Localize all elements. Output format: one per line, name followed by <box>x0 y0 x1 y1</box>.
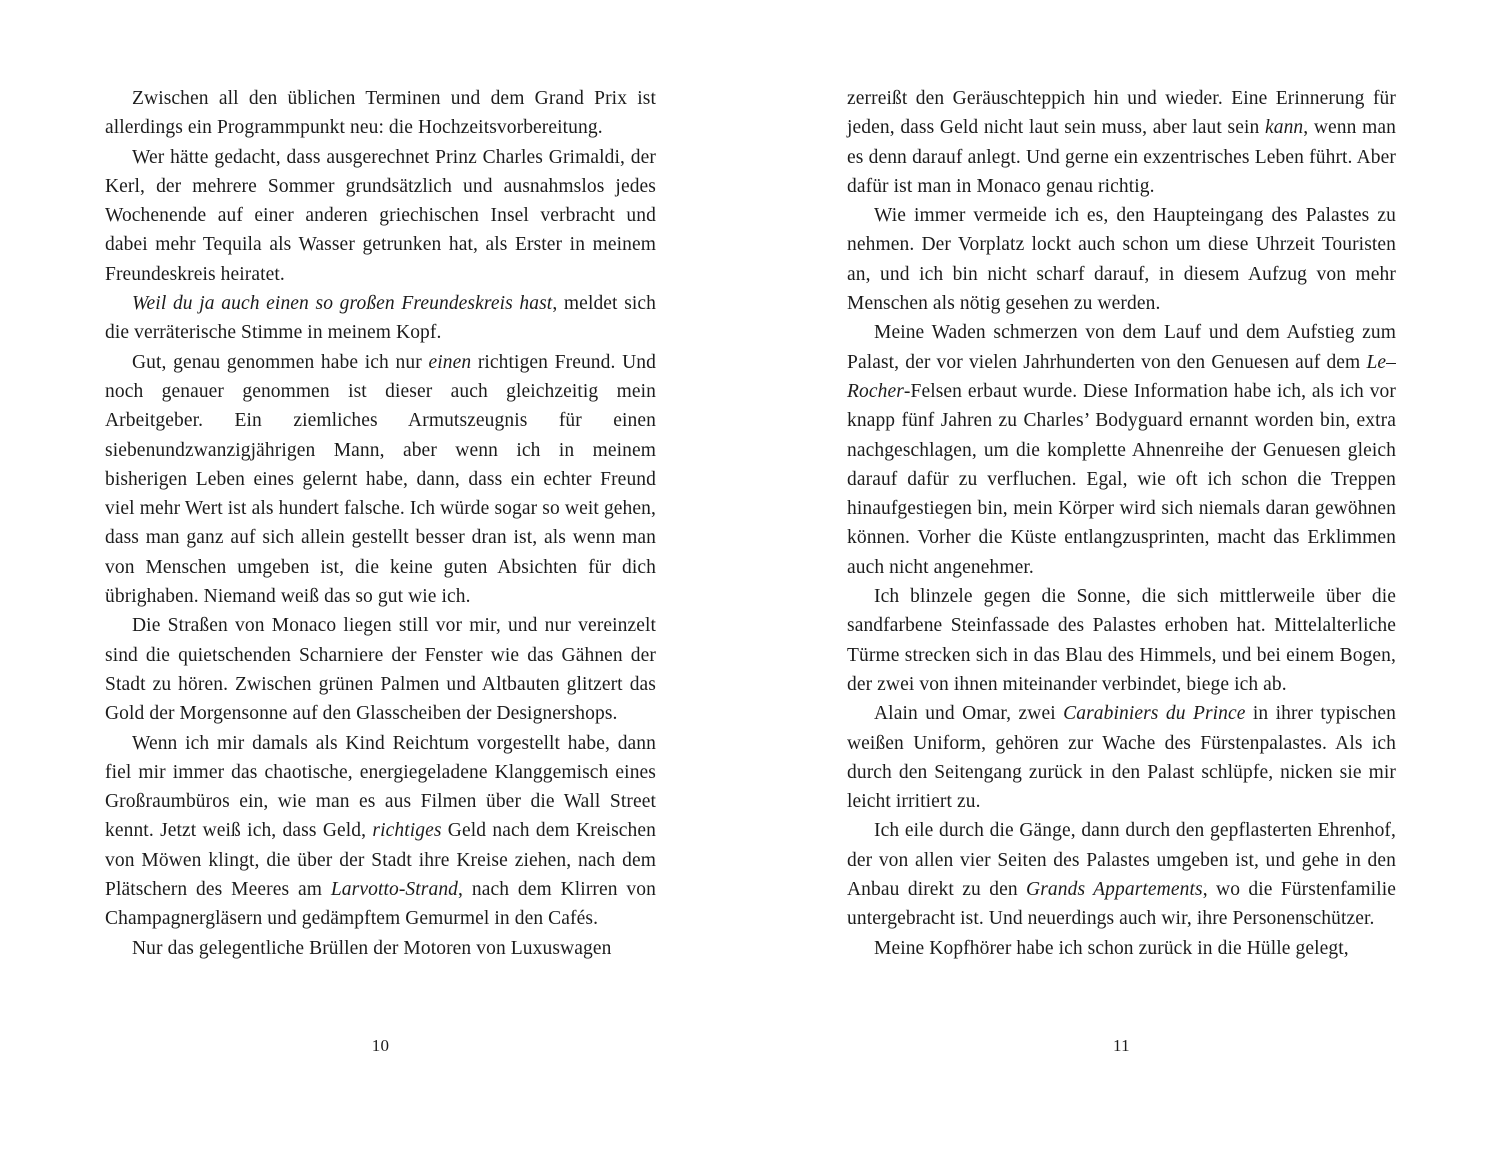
page-right-number: 11 <box>1113 1036 1130 1055</box>
italic-text-run: Weil du ja auch einen so großen Freundeskreis hast <box>132 293 553 315</box>
body-text-run: , wo die Fürstenfamilie untergebracht ist. Und neuerdings auch wir, ihre Personenschützer. <box>847 879 1396 930</box>
body-text-run: zerreißt den Geräuschteppich hin und wieder. Eine Erinnerung für jeden, dass Geld nicht laut sein muss, aber laut sein <box>847 88 1396 139</box>
body-text-run: , wenn man es denn darauf anlegt. Und gerne ein exzentrisches Leben führt. Aber dafür ist man in Monaco genau richtig. <box>847 117 1396 197</box>
body-text-run: Meine Kopfhörer habe ich schon zurück in die Hülle gelegt, <box>874 937 1349 959</box>
body-text-run: Wenn ich mir damals als Kind Reichtum vorgestellt habe, dann fiel mir immer das chaotische, energiegeladene Klanggemisch eines Großraumbüros ein, wie man es aus Filmen über die Wall Street kennt. Jetzt weiß ich, dass Geld, <box>105 732 656 842</box>
body-text-run: Alain und Omar, zwei <box>874 703 1064 725</box>
body-text-run: Nur das gelegentliche Brüllen der Motoren von Luxuswagen <box>132 937 612 959</box>
paragraph <box>847 934 1396 963</box>
italic-text-run: richtiges <box>372 820 442 842</box>
paragraph <box>105 611 656 728</box>
body-text-run: in ihrer typischen weißen Uniform, gehören zur Wache des Fürstenpalastes. Als ich durch den Seitengang zurück in den Palast schlüpfe, nicken sie mir leicht irritiert zu. <box>847 703 1396 813</box>
paragraph <box>105 348 656 612</box>
paragraph <box>105 934 656 963</box>
body-text-run: -Felsen erbaut wurde. Diese Information habe ich, als ich vor knapp fünf Jahren zu Charles’ Bodyguard ernannt worden bin, extra nachgeschlagen, um die komplette Ahnenreihe der Genuesen gleich darauf dafür zu verfluchen. Egal, wie oft ich schon die Treppen hinaufgestiegen bin, mein Körper wird sich niemals daran gewöhnen können. Vorher die Küste entlangzusprinten, macht das Erklimmen auch nicht angenehmer. <box>847 380 1396 578</box>
body-text-run: Ich eile durch die Gänge, dann durch den gepflasterten Ehrenhof, der von allen vier Seiten des Palastes umgeben ist, und gehe in den Anbau direkt zu den <box>847 820 1396 901</box>
body-text-run: , nach dem Klirren von Champagnergläsern und gedämpftem Gemurmel in den Cafés. <box>105 879 656 930</box>
paragraph <box>847 201 1396 318</box>
page-left-text-block <box>105 84 656 963</box>
page-right <box>750 0 1500 1153</box>
italic-text-run: Larvotto-Strand <box>330 879 459 901</box>
body-text-run: Meine Waden schmerzen von dem Lauf und dem Aufstieg zum Palast, der vor vielen Jahrhunderten von den Genuesen auf dem <box>847 322 1396 373</box>
body-text-run: richtigen Freund. Und noch genauer genommen ist dieser auch gleichzeitig mein Arbeitgeber. Ein ziemliches Armutszeugnis für einen siebenundzwanzigjährigen Mann, aber wenn ich in meinem bisherigen Leben eines gelernt habe, dann, dass ein echter Freund viel mehr Wert ist als hundert falsche. Ich würde sogar so weit gehen, dass man ganz auf sich allein gestellt besser dran ist, als wenn man von Menschen umgeben ist, die keine guten Absichten für dich übrighaben. Niemand weiß das so gut wie ich. <box>105 351 656 608</box>
body-text-run: Wie immer vermeide ich es, den Haupteingang des Palastes zu nehmen. Der Vorplatz lockt auch schon um diese Uhrzeit Touristen an, und ich bin nicht scharf darauf, in diesem Aufzug von mehr Menschen als nötig gesehen zu werden. <box>847 205 1396 315</box>
paragraph <box>105 143 656 289</box>
body-text-run: Wer hätte gedacht, dass ausgerechnet Prinz Charles Grimaldi, der Kerl, der mehrere Sommer grundsätzlich und ausnahmslos jedes Wochenende auf einer anderen griechischen Insel verbracht und dabei mehr Tequila als Wasser getrunken hat, als Erster in meinem Freundeskreis heiratet. <box>105 146 656 285</box>
paragraph <box>847 84 1396 201</box>
paragraph <box>847 582 1396 699</box>
paragraph <box>847 318 1396 582</box>
paragraph <box>105 84 656 143</box>
body-text-run: , meldet sich die verräterische Stimme in meinem Kopf. <box>105 293 657 344</box>
italic-text-run: Le–Rocher <box>847 351 1396 402</box>
page-right-text-block <box>847 84 1396 963</box>
body-text-run: Gut, genau genommen habe ich nur <box>132 351 429 373</box>
paragraph <box>105 289 656 348</box>
page-left-number: 10 <box>371 1036 390 1055</box>
paragraph <box>105 729 656 934</box>
paragraph <box>847 816 1396 933</box>
body-text-run: Zwischen all den üblichen Terminen und dem Grand Prix ist allerdings ein Programmpunkt neu: die Hochzeitsvorbereitung. <box>105 88 656 139</box>
italic-text-run: Grands Appartements <box>1026 879 1203 901</box>
body-text-run: Ich blinzele gegen die Sonne, die sich mittlerweile über die sandfarbene Steinfassade des Palastes erhoben hat. Mittelalterliche Türme strecken sich in das Blau des Himmels, und bei einem Bogen, der zwei von ihnen miteinander verbindet, biege ich ab. <box>847 586 1396 695</box>
body-text-run: Geld nach dem Kreischen von Möwen klingt, die über der Stadt ihre Kreise ziehen, nach dem Plätschern des Meeres am <box>105 820 656 901</box>
body-text-run: Die Straßen von Monaco liegen still vor mir, und nur vereinzelt sind die quietschenden Scharniere der Fenster wie das Gähnen der Stadt zu hören. Zwischen grünen Palmen und Altbauten glitzert das Gold der Morgensonne auf den Glasscheiben der Designershops. <box>105 615 656 725</box>
italic-text-run: Carabiniers du Prince <box>1063 703 1246 725</box>
italic-text-run: kann <box>1264 117 1304 139</box>
italic-text-run: einen <box>428 351 472 373</box>
paragraph <box>847 699 1396 816</box>
